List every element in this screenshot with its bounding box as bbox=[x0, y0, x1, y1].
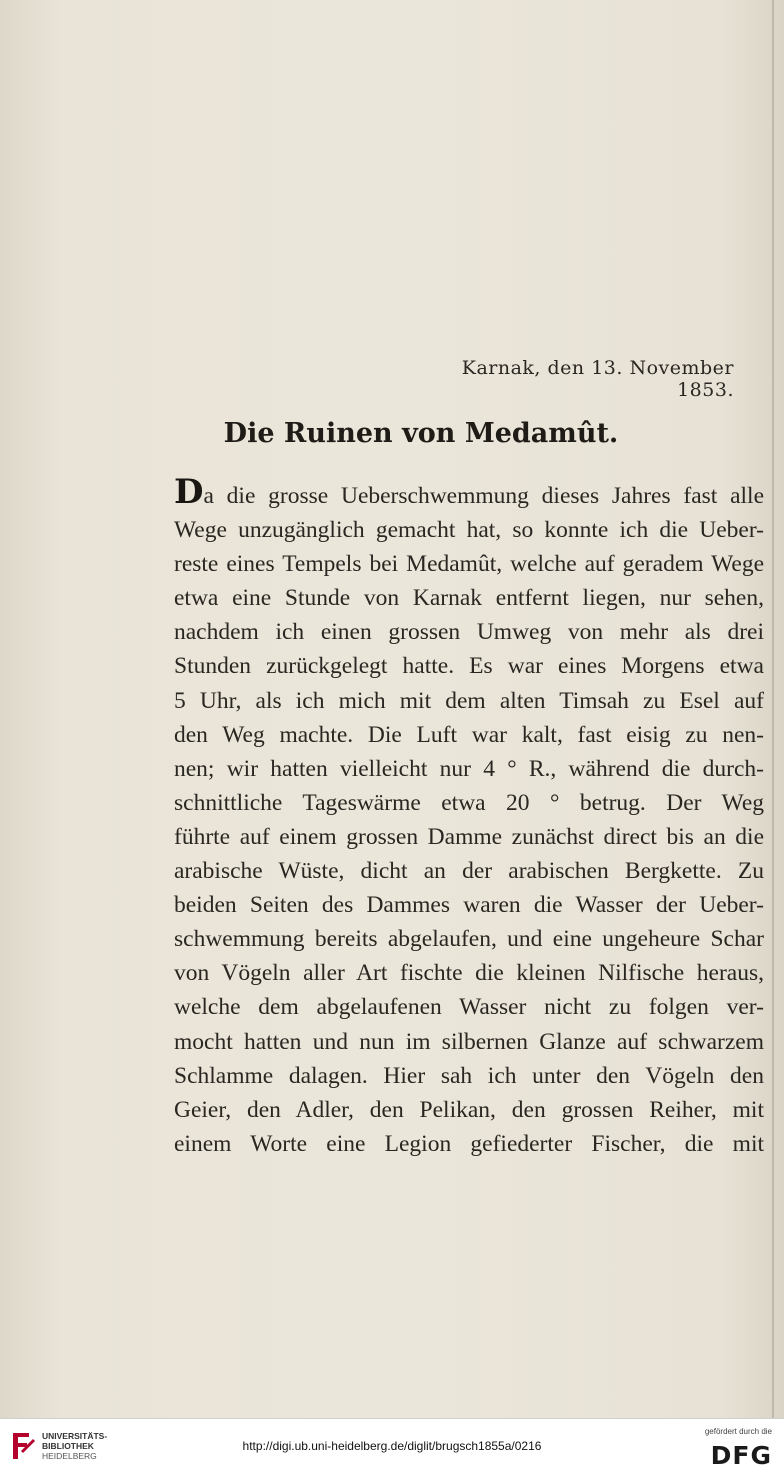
text-line: schwemmung bereits abgelaufen, und eine ungeheure Schar bbox=[174, 926, 764, 953]
text-line: 5 Uhr, als ich mich mit dem alten Timsah zu Esel auf bbox=[174, 687, 764, 714]
text-line: reste eines Tempels bei Medamût, welche auf geradem Wege bbox=[174, 551, 764, 578]
funder-label: gefördert durch die bbox=[704, 1427, 772, 1436]
library-name: UNIVERSITÄTS- BIBLIOTHEK HEIDELBERG bbox=[42, 1431, 108, 1461]
body-text bbox=[174, 472, 764, 1161]
chapter-title: Die Ruinen von Medamût. bbox=[223, 418, 619, 449]
text-line: nachdem ich einen grossen Umweg von mehr als drei bbox=[174, 619, 764, 646]
text-line: den Weg machte. Die Luft war kalt, fast eisig zu nen- bbox=[174, 721, 764, 748]
page-edge bbox=[772, 0, 774, 1418]
text-line: mocht hatten und nun im silbernen Glanze auf schwarzem bbox=[174, 1028, 764, 1055]
text-line: einem Worte eine Legion gefiederter Fischer, die mit bbox=[174, 1130, 764, 1157]
drop-cap: D bbox=[174, 472, 204, 512]
text-line: nen; wir hatten vielleicht nur 4 ° R., während die durch- bbox=[174, 755, 764, 782]
text-line: schnittliche Tageswärme etwa 20 ° betrug. Der Weg bbox=[174, 789, 764, 816]
text-line: Wege unzugänglich gemacht hat, so konnte ich die Ueber- bbox=[174, 517, 764, 544]
text-line: welche dem abgelaufenen Wasser nicht zu folgen ver- bbox=[174, 994, 764, 1021]
text-line: Geier, den Adler, den Pelikan, den grossen Reiher, mit bbox=[174, 1096, 764, 1123]
page-url-link[interactable]: http://digi.ub.uni-heidelberg.de/diglit/brugsch1855a/0216 bbox=[242, 1439, 542, 1453]
text-line: arabische Wüste, dicht an der arabischen Bergkette. Zu bbox=[174, 858, 764, 885]
dfg-logo: DFG bbox=[710, 1441, 772, 1470]
text-line: Schlamme dalagen. Hier sah ich unter den Vögeln den bbox=[174, 1062, 764, 1089]
text-line: Da die grosse Ueberschwemmung dieses Jahres fast alle bbox=[174, 472, 764, 512]
date-line: Karnak, den 13. November 1853. bbox=[461, 357, 734, 401]
text-line: etwa eine Stunde von Karnak entfernt liegen, nur sehen, bbox=[174, 585, 764, 612]
text-line: Stunden zurückgelegt hatte. Es war eines Morgens etwa bbox=[174, 653, 764, 680]
text-line: führte auf einem grossen Damme zunächst direct bis an die bbox=[174, 823, 764, 850]
text-line: beiden Seiten des Dammes waren die Wasser der Ueber- bbox=[174, 892, 764, 919]
viewer-footer bbox=[0, 1418, 784, 1476]
text-line: von Vögeln aller Art fischte die kleinen Nilfische heraus, bbox=[174, 960, 764, 987]
